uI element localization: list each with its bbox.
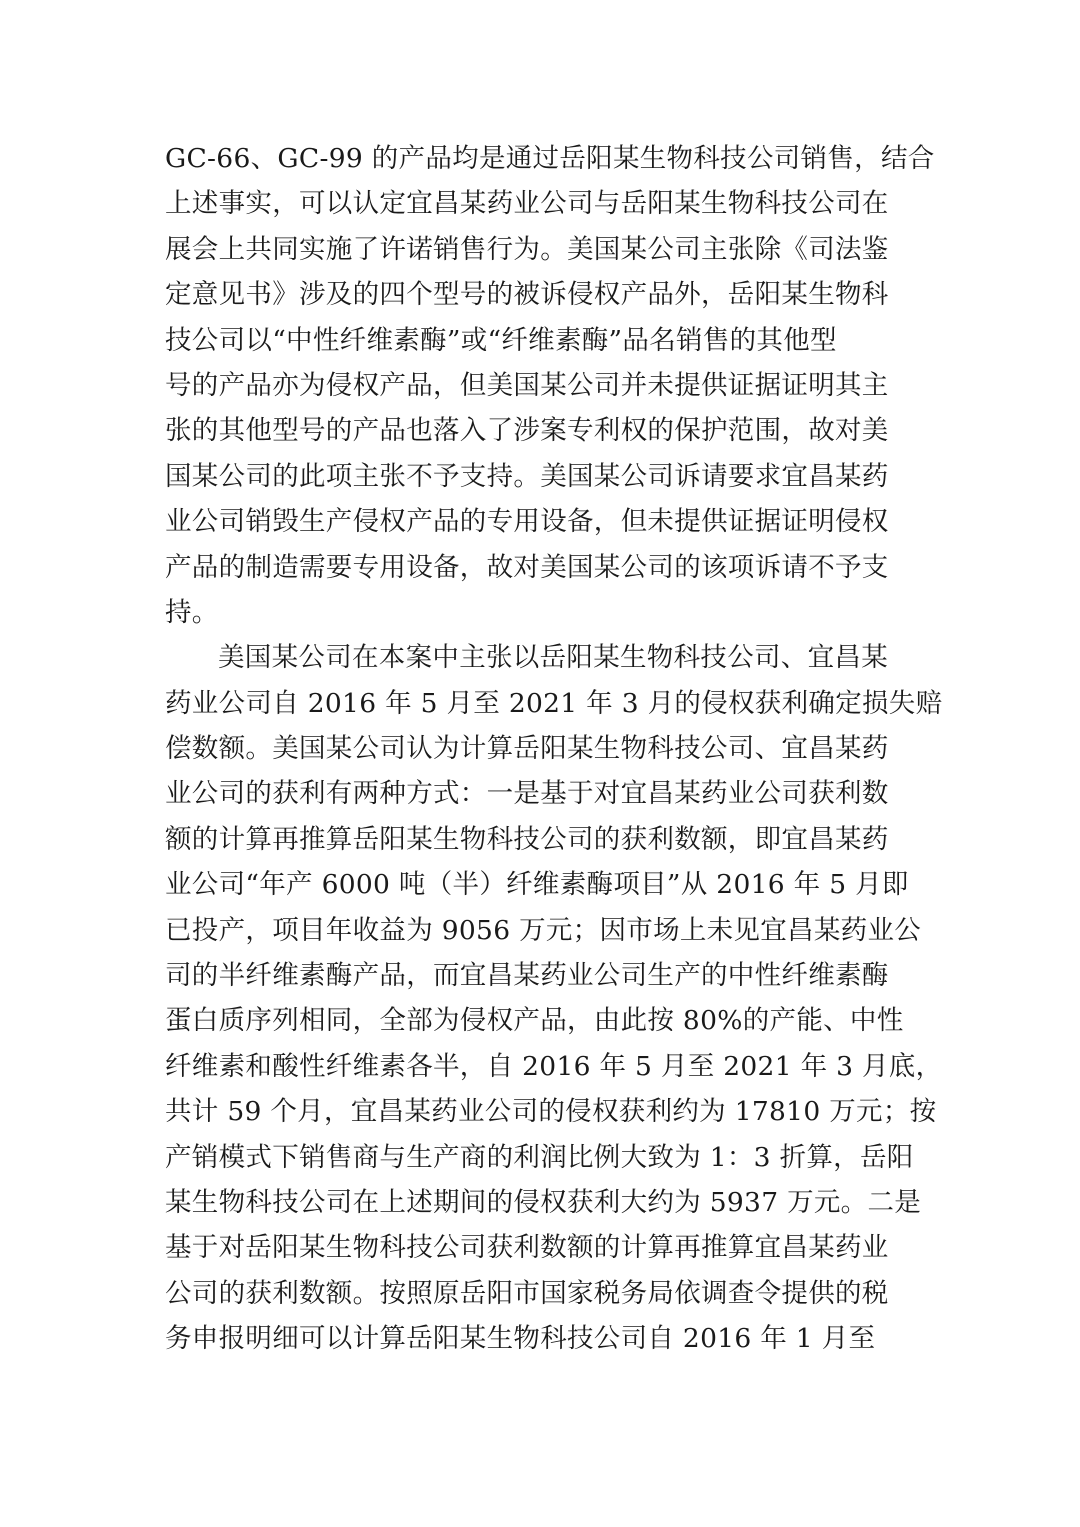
document-body [165, 136, 943, 1362]
text-line: 额的计算再推算岳阳某生物科技公司的获利数额，即宜昌某药 [165, 823, 889, 855]
text-line: 共计 59 个月，宜昌某药业公司的侵权获利约为 17810 万元；按 [165, 1096, 937, 1128]
text-line: 定意见书》涉及的四个型号的被诉侵权产品外，岳阳某生物科 [165, 279, 889, 311]
text-line: 技公司以“中性纤维素酶”或“纤维素酶”品名销售的其他型 [165, 324, 837, 356]
text-line: 上述事实，可以认定宜昌某药业公司与岳阳某生物科技公司在 [165, 188, 889, 220]
text-line: 展会上共同实施了许诺销售行为。美国某公司主张除《司法鉴 [165, 233, 889, 265]
text-line: 务申报明细可以计算岳阳某生物科技公司自 2016 年 1 月至 [165, 1323, 876, 1355]
text-line: 持。 [165, 596, 219, 628]
text-line: 已投产，项目年收益为 9056 万元；因市场上未见宜昌某药业公 [165, 914, 922, 946]
text-line: 张的其他型号的产品也落入了涉案专利权的保护范围，故对美 [165, 415, 889, 447]
text-line: 业公司销毁生产侵权产品的专用设备，但未提供证据证明侵权 [165, 506, 889, 538]
text-line: 业公司的获利有两种方式：一是基于对宜昌某药业公司获利数 [165, 778, 889, 810]
text-line: 基于对岳阳某生物科技公司获利数额的计算再推算宜昌某药业 [165, 1232, 889, 1264]
text-line: 药业公司自 2016 年 5 月至 2021 年 3 月的侵权获利确定损失赔 [165, 687, 943, 719]
text-line: 公司的获利数额。按照原岳阳市国家税务局依调查令提供的税 [165, 1277, 889, 1309]
text-line: 号的产品亦为侵权产品，但美国某公司并未提供证据证明其主 [165, 369, 889, 401]
text-line: 纤维素和酸性纤维素各半，自 2016 年 5 月至 2021 年 3 月底， [165, 1050, 943, 1082]
paragraph-2 [165, 635, 943, 1361]
text-line: 国某公司的此项主张不予支持。美国某公司诉请要求宜昌某药 [165, 460, 889, 492]
text-line-indented: 美国某公司在本案中主张以岳阳某生物科技公司、宜昌某 [218, 642, 888, 674]
text-line: 司的半纤维素酶产品，而宜昌某药业公司生产的中性纤维素酶 [165, 960, 889, 992]
text-line: 产品的制造需要专用设备，故对美国某公司的该项诉请不予支 [165, 551, 889, 583]
text-line: 业公司“年产 6000 吨（半）纤维素酶项目”从 2016 年 5 月即 [165, 869, 909, 901]
text-line: GC-66、GC-99 的产品均是通过岳阳某生物科技公司销售，结合 [165, 143, 935, 174]
text-line: 偿数额。美国某公司认为计算岳阳某生物科技公司、宜昌某药 [165, 733, 889, 765]
text-line: 产销模式下销售商与生产商的利润比例大致为 1：3 折算，岳阳 [165, 1141, 914, 1173]
text-line: 某生物科技公司在上述期间的侵权获利大约为 5937 万元。二是 [165, 1186, 922, 1218]
text-line: 蛋白质序列相同，全部为侵权产品，由此按 80%的产能、中性 [165, 1005, 904, 1037]
paragraph-1 [165, 136, 935, 635]
